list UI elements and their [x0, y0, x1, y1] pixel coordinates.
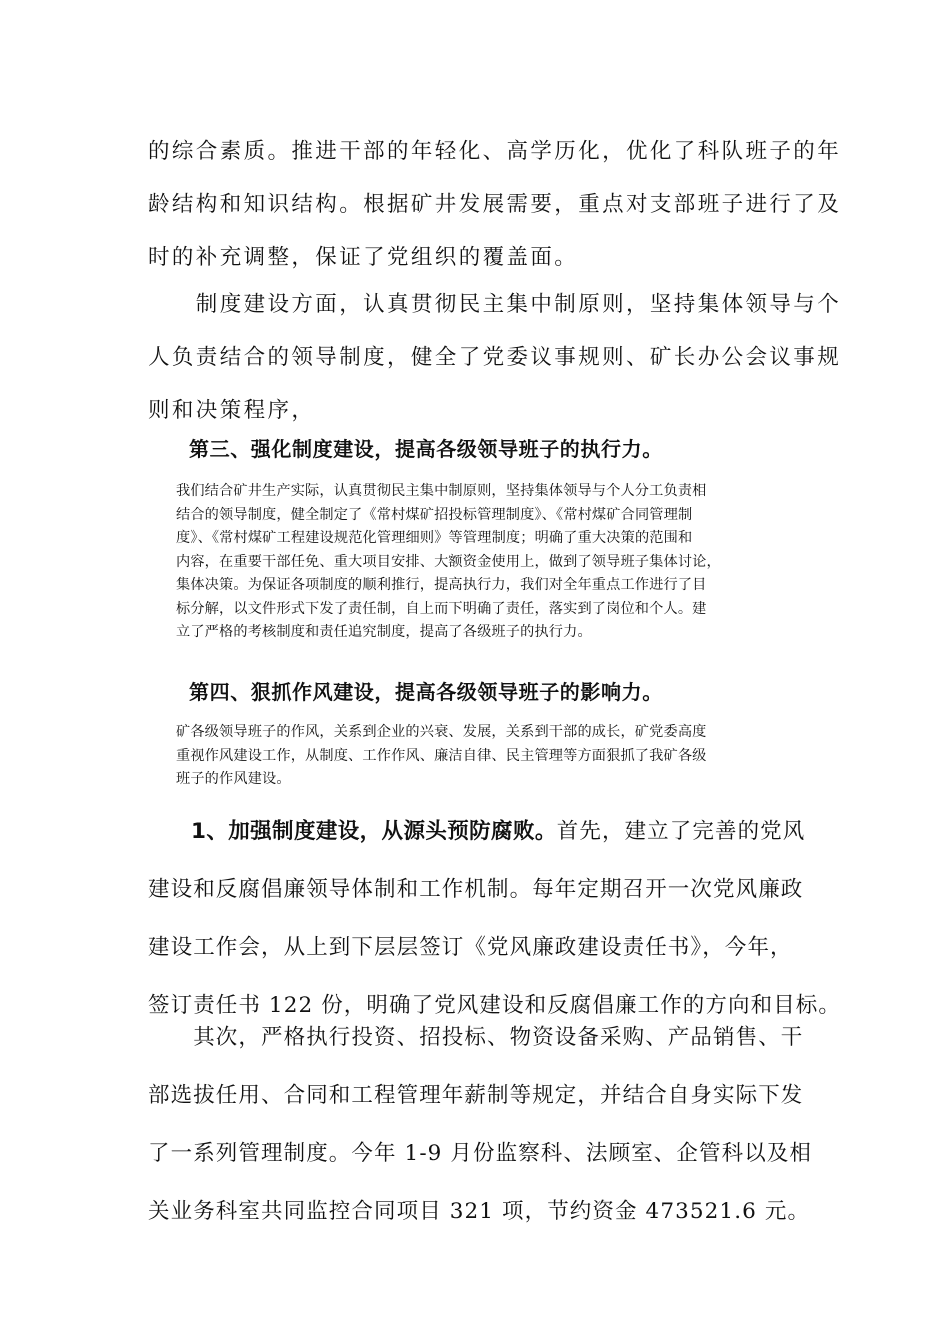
section-three-body: [176, 480, 826, 645]
text-line: 矿各级领导班子的作风，关系到企业的兴衰、发展，关系到干部的成长，矿党委高度: [176, 724, 707, 740]
item-one-paragraph: [148, 803, 842, 1035]
item-one-text: 首先，建立了完善的党风: [556, 819, 806, 844]
section-four-body: [176, 721, 826, 792]
heading-section-four: 第四、狠抓作风建设，提高各级领导班子的影响力。: [189, 680, 663, 704]
text-line: 时的补充调整，保证了党组织的覆盖面。: [148, 245, 579, 270]
text-line: 建设工作会，从上到下层层签订《党风廉政建设责任书》，今年，: [148, 935, 793, 960]
text-line: 内容，在重要干部任免、重大项目安排、大额资金使用上，做到了领导班子集体讨论，: [176, 553, 721, 570]
text-line: 龄结构和知识结构。根据矿井发展需要，重点对支部班子进行了及: [148, 192, 842, 217]
text-line: 建设和反腐倡廉领导体制和工作机制。每年定期召开一次党风廉政: [148, 877, 804, 902]
text-line: 制度建设方面，认真贯彻民主集中制原则，坚持集体领导与个: [148, 292, 842, 317]
text-line: 签订责任书 122 份，明确了党风建设和反腐倡廉工作的方向和目标。: [148, 993, 842, 1018]
item-one-title: 1、加强制度建设，从源头预防腐败。: [191, 819, 557, 844]
text-line: 的综合素质。推进干部的年轻化、高学历化，优化了科队班子的年: [148, 139, 842, 164]
heading-section-three: 第三、强化制度建设，提高各级领导班子的执行力。: [189, 437, 663, 461]
text-line: 班子的作风建设。: [176, 771, 291, 787]
text-line: [148, 803, 816, 861]
text-line: 度》、《常村煤矿工程建设规范化管理细则》等管理制度；明确了重大决策的范围和: [176, 530, 693, 546]
text-line: 人负责结合的领导制度，健全了党委议事规则、矿长办公会议事规: [148, 345, 842, 370]
paragraph-system-building: [148, 278, 842, 437]
text-line: 标分解，以文件形式下发了责任制，自上而下明确了责任，落实到了岗位和个人。建: [176, 600, 707, 617]
text-line: 立了严格的考核制度和责任追究制度，提高了各级班子的执行力。: [176, 624, 592, 640]
text-line: 其次，严格执行投资、招投标、物资设备采购、产品销售、干: [148, 1025, 804, 1050]
text-line: 集体决策。为保证各项制度的顺利推行，提高执行力，我们对全年重点工作进行了目: [176, 577, 707, 593]
text-line: 重视作风建设工作，从制度、工作作风、廉洁自律、民主管理等方面狠抓了我矿各级: [176, 747, 707, 764]
text-line: 则和决策程序，: [148, 398, 316, 423]
text-line: 我们结合矿井生产实际，认真贯彻民主集中制原则，坚持集体领导与个人分工负责相: [176, 483, 707, 499]
text-line: 关业务科室共同监控合同项目 321 项，节约资金 473521.6 元。: [148, 1199, 811, 1224]
text-line: 结合的领导制度，健全制定了《常村煤矿招投标管理制度》、《常村煤矿合同管理制: [176, 506, 693, 523]
paragraph-top: [148, 125, 842, 284]
text-line: 了一系列管理制度。今年 1-9 月份监察科、法顾室、企管科以及相: [148, 1141, 812, 1166]
text-line: 部选拔任用、合同和工程管理年薪制等规定，并结合自身实际下发: [148, 1083, 804, 1108]
paragraph-next: [148, 1009, 816, 1241]
